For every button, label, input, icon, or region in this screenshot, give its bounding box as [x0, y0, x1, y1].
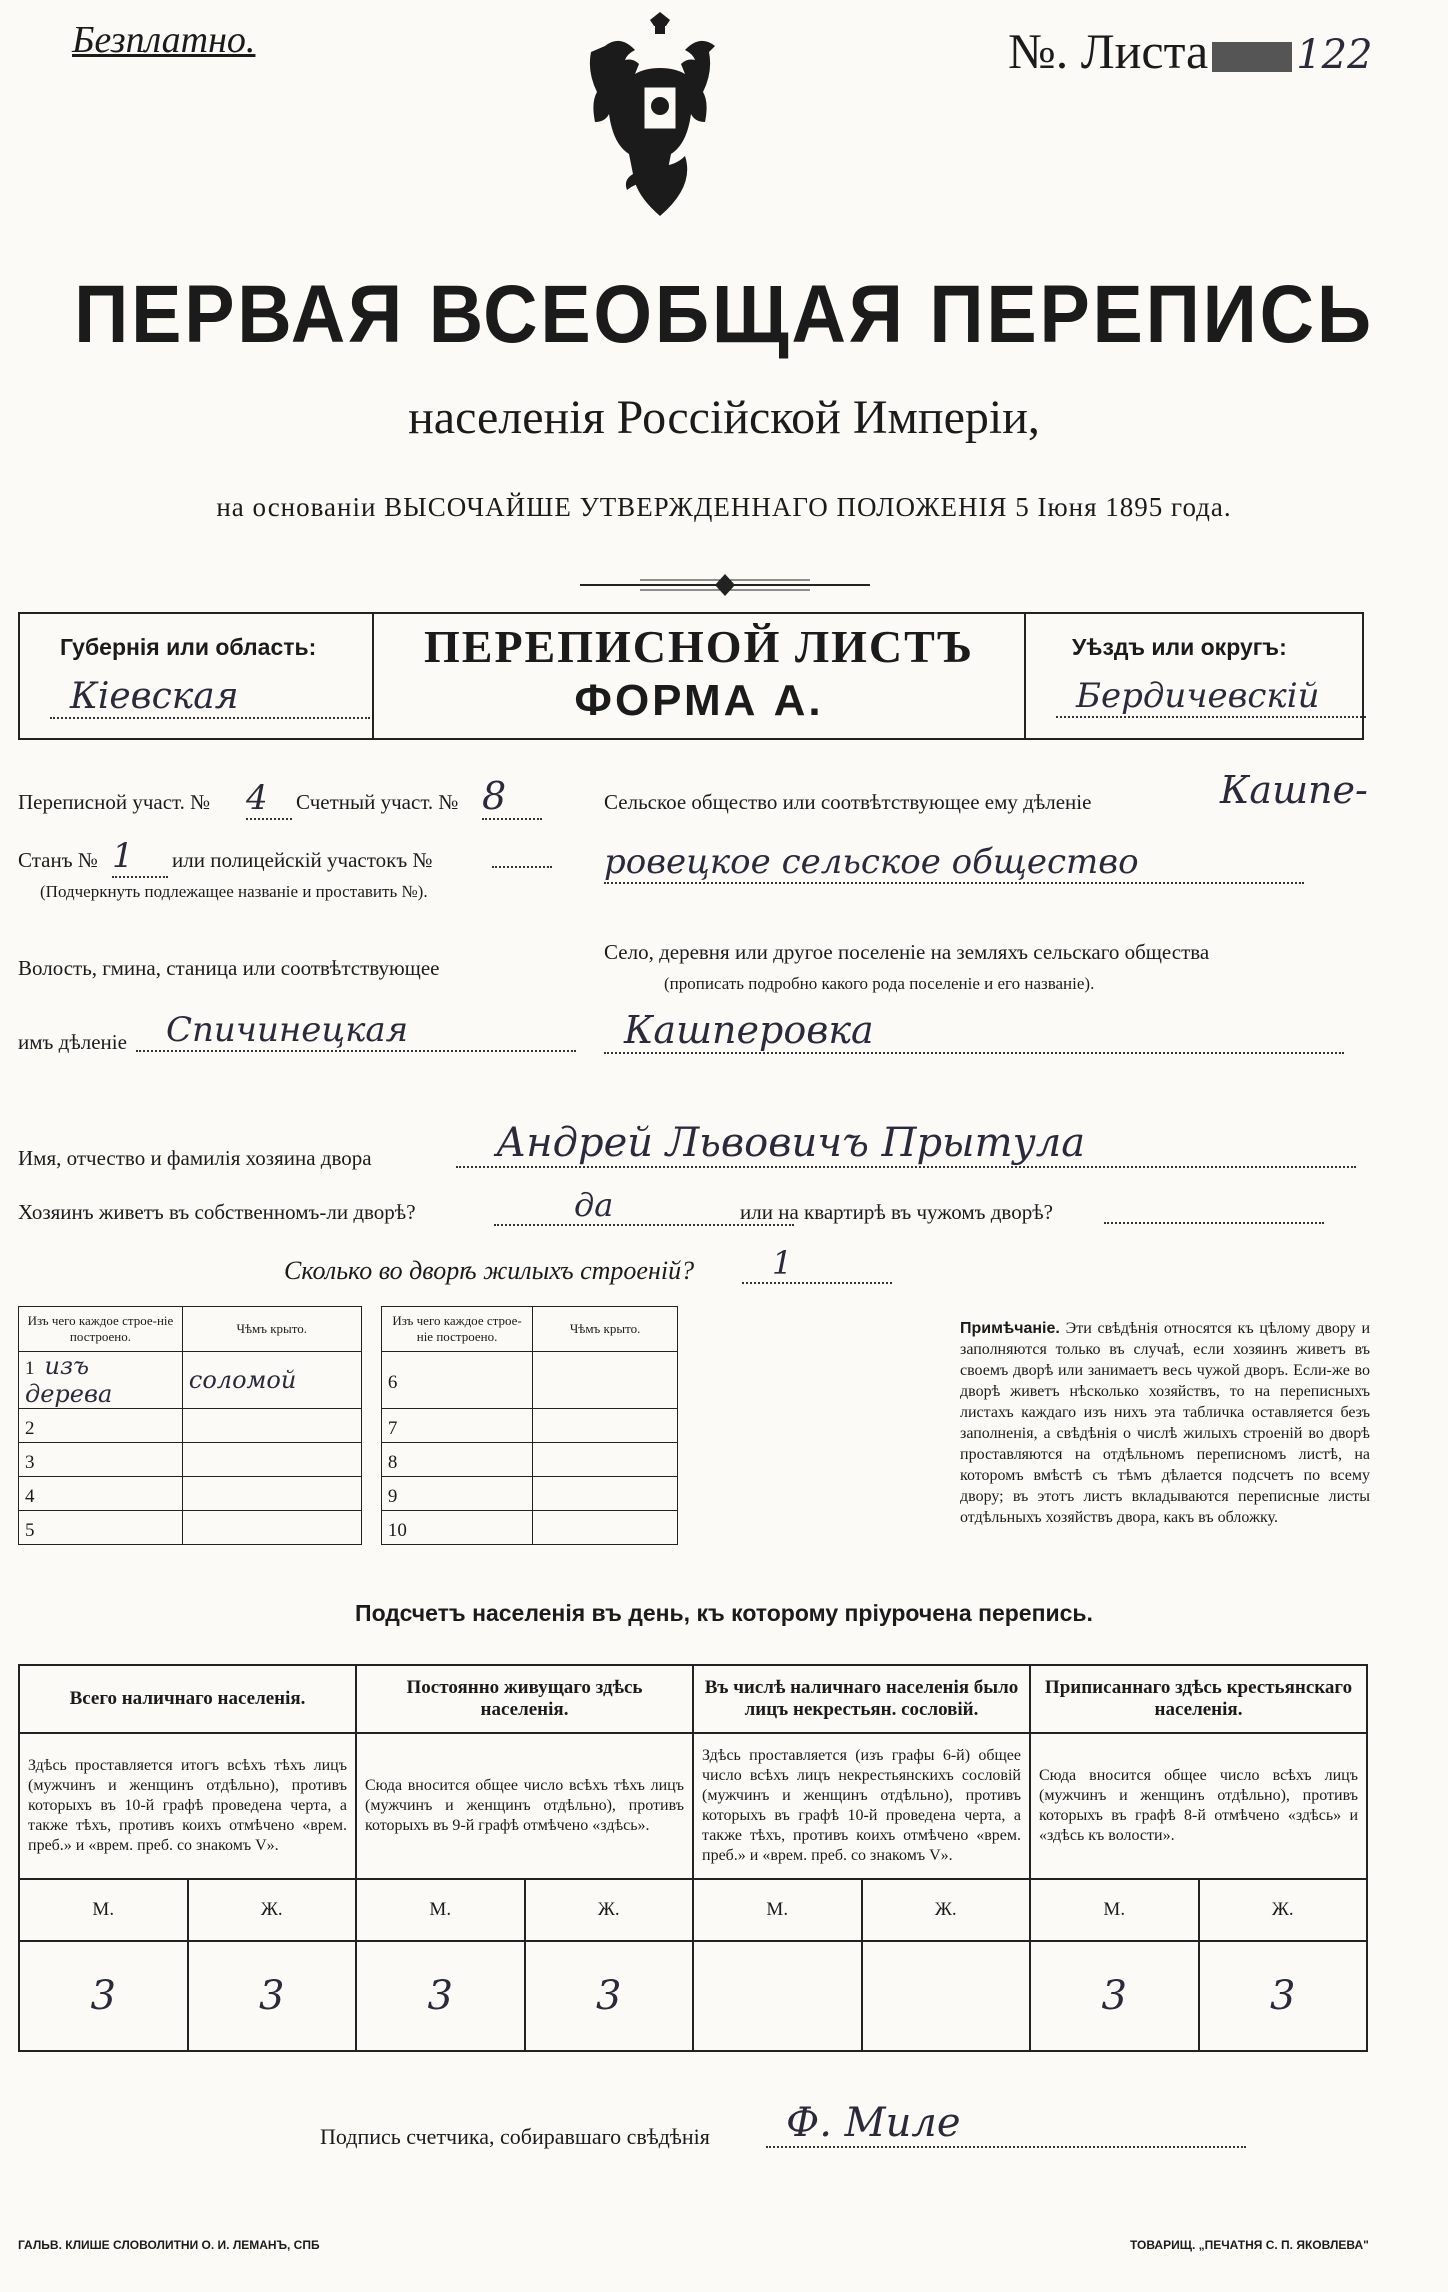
volost-value: Спичинецкая [136, 1010, 576, 1052]
roof-cell [533, 1409, 678, 1443]
material-cell [381, 1443, 532, 1477]
count-section-value: 8 [482, 774, 542, 820]
village-label: Село, деревня или другое поселеніе на земляхъ сельскаго общества [604, 940, 1210, 964]
material-cell [381, 1409, 532, 1443]
province-label: Губернія или область: [60, 634, 317, 660]
form-title: ПЕРЕПИСНОЙ ЛИСТЪ [423, 621, 975, 672]
population-col-title: Въ числѣ наличнаго населенія было лицъ некрестьян. сословій. [693, 1665, 1030, 1733]
table-gap [361, 1409, 381, 1443]
material-cell [19, 1352, 183, 1409]
male-count: 3 [19, 1941, 188, 2051]
col-roof-right: Чѣмъ крыто. [533, 1307, 678, 1352]
rented-line [1104, 1222, 1324, 1224]
province-value: Кіевская [50, 676, 370, 719]
female-count: 3 [525, 1941, 694, 2051]
table-row [19, 1511, 678, 1545]
owner-label: Имя, отчество и фамилія хозяина двора [18, 1146, 372, 1170]
signature-label: Подпись счетчика, собиравшаго свѣдѣнія [320, 2124, 710, 2149]
male-count [693, 1941, 862, 2051]
note-block [960, 1318, 1370, 1528]
roof-cell [182, 1511, 361, 1545]
female-count: 3 [188, 1941, 357, 2051]
society-value-1: Кашпе- [1220, 768, 1368, 812]
form-header-box [18, 612, 1364, 740]
roof-cell [182, 1477, 361, 1511]
note-text: Эти свѣдѣнія относятся къ цѣлому двору и заполняются только въ случаѣ, если хозяинъ живетъ въ своемъ дворѣ или занимаетъ весь чужой дворъ. Если-же во дворѣ живетъ нѣсколько хозяйствъ, то на переписныхъ листахъ каждаго изъ нихъ эта табличка оставляется безъ заполненія, а свѣдѣнія о числѣ жилыхъ строеній во дворѣ проставляются на отдѣльномъ переписномъ листѣ, на которомъ вмѣстѣ съ тѣмъ дѣлается подсчетъ по всему двору; въ этотъ листъ вкладываются переписные листы отдѣльныхъ хозяйствъ двора, какъ въ обложку. [960, 1320, 1371, 1526]
male-label: М. [356, 1879, 525, 1941]
roof-cell [533, 1443, 678, 1477]
census-subtitle: населенія Россійской Имперіи, [408, 391, 1040, 444]
buildings-table-header [19, 1307, 678, 1352]
population-desc-row [19, 1733, 1367, 1879]
male-label: М. [1030, 1879, 1199, 1941]
police-section-line [492, 866, 552, 868]
stan-value: 1 [112, 836, 168, 878]
buildings-table [18, 1306, 678, 1545]
col-material-left: Изъ чего каждое строе-ніе построено. [19, 1307, 183, 1352]
male-count: 3 [1030, 1941, 1199, 2051]
roof-cell [533, 1352, 678, 1409]
population-col-title: Всего наличнаго населенія. [19, 1665, 356, 1733]
roof-cell [182, 1409, 361, 1443]
society-value-2: ровецкое сельское общество [604, 842, 1304, 884]
ornament-divider-icon [580, 570, 870, 600]
population-values-row [19, 1941, 1367, 2051]
table-row [19, 1443, 678, 1477]
printer-right: ТОВАРИЩ. „ПЕЧАТНЯ С. П. ЯКОВЛЕВА" [1130, 2238, 1369, 2252]
row-number: 4 [25, 1485, 35, 1507]
roof-value: соломой [188, 1366, 297, 1394]
census-section-value: 4 [246, 778, 292, 820]
row-number: 9 [387, 1485, 398, 1507]
table-gap [361, 1477, 381, 1511]
own-yard-label: Хозяинъ живетъ въ собственномъ-ли дворѣ? [18, 1200, 416, 1224]
male-label: М. [693, 1879, 862, 1941]
village-note: (прописать подробно какого рода поселеніе и его названіе). [664, 974, 1095, 993]
material-cell [19, 1477, 183, 1511]
printer-left: ГАЛЬВ. КЛИШЕ СЛОВОЛИТНИ О. И. ЛЕМАНЪ, СПБ [18, 2238, 320, 2252]
volost-label-2: имъ дѣленіе [18, 1030, 127, 1054]
population-mf-label-row [19, 1879, 1367, 1941]
row-number: 1 [25, 1358, 35, 1379]
stan-note: (Подчеркнуть подлежащее названіе и проставить №). [40, 882, 428, 901]
table-gap [361, 1443, 381, 1477]
row-number: 10 [387, 1519, 407, 1541]
census-title: ПЕРВАЯ ВСЕОБЩАЯ ПЕРЕПИСЬ [74, 269, 1374, 360]
form-title-cell [372, 614, 1026, 738]
material-cell [19, 1511, 183, 1545]
female-count [862, 1941, 1031, 2051]
male-label: М. [19, 1879, 188, 1941]
female-label: Ж. [1199, 1879, 1368, 1941]
enumerator-signature: Ф. Миле [766, 2100, 1246, 2148]
material-value: изъ дерева [25, 1352, 113, 1408]
stan-label: Станъ № [18, 848, 98, 872]
population-col-title: Постоянно живущаго здѣсь населенія. [356, 1665, 693, 1733]
double-headed-eagle-emblem-icon [575, 6, 745, 236]
table-row [19, 1409, 678, 1443]
material-cell [19, 1409, 183, 1443]
female-label: Ж. [188, 1879, 357, 1941]
count-section-label: Счетный участ. № [296, 790, 459, 814]
female-label: Ж. [862, 1879, 1031, 1941]
free-label: Безплатно. [72, 19, 256, 61]
note-title: Примѣчаніе. [960, 1320, 1060, 1337]
roof-cell [182, 1352, 361, 1409]
male-count: 3 [356, 1941, 525, 2051]
row-number: 2 [25, 1417, 35, 1439]
table-gap [361, 1511, 381, 1545]
police-section-label: или полицейскій участокъ № [172, 848, 433, 872]
census-section-label: Переписной участ. № [18, 790, 211, 814]
own-yard-value: да [494, 1186, 794, 1226]
sheet-number-value: 122 [1296, 32, 1373, 78]
female-label: Ж. [525, 1879, 694, 1941]
population-col-desc: Сюда вносится общее число всѣхъ тѣхъ лицъ (мужчинъ и женщинъ отдѣльно), противъ которыхъ въ 9-й графѣ отмѣчено «здѣсь». [356, 1733, 693, 1879]
roof-cell [533, 1477, 678, 1511]
society-label: Сельское общество или соотвѣтствующее ему дѣленіе [604, 790, 1092, 814]
col-roof-left: Чѣмъ крыто. [182, 1307, 361, 1352]
volost-label: Волость, гмина, станица или соотвѣтствующее [18, 956, 440, 980]
district-cell [1026, 614, 1362, 738]
row-number: 7 [387, 1417, 398, 1439]
province-cell [20, 614, 372, 738]
village-value: Кашперовка [604, 1008, 1344, 1054]
owner-value: Андрей Львовичъ Прытула [456, 1120, 1356, 1168]
material-cell [381, 1477, 532, 1511]
table-row [19, 1352, 678, 1409]
buildings-count-label: Сколько во дворѣ жилыхъ строеній? [284, 1256, 695, 1285]
population-col-desc: Здѣсь проставляется (изъ графы 6-й) общее число всѣхъ лицъ некрестьянскихъ сословій (мужчинъ и женщинъ отдѣльно), противъ которыхъ въ графѣ 10-й проведена черта, а также тѣхъ, противъ коихъ отмѣчено «врем. преб.» и «врем. преб. со знакомъ V». [693, 1733, 1030, 1879]
material-cell [381, 1352, 532, 1409]
sheet-number-field [1008, 22, 1373, 80]
row-number: 3 [25, 1451, 35, 1473]
district-value: Бердичевскій [1056, 676, 1366, 718]
row-number: 5 [25, 1519, 35, 1541]
row-number: 6 [387, 1372, 398, 1393]
population-title-row [19, 1665, 1367, 1733]
buildings-count-value: 1 [742, 1244, 892, 1284]
population-col-title: Приписаннаго здѣсь крестьянскаго населенія. [1030, 1665, 1367, 1733]
table-gap [361, 1352, 381, 1409]
population-table [18, 1664, 1368, 2052]
district-label: Уѣздъ или округъ: [1072, 634, 1287, 660]
table-row [19, 1477, 678, 1511]
sheet-number-label: №. Листа [1008, 23, 1209, 79]
rented-label: или на квартирѣ въ чужомъ дворѣ? [740, 1200, 1053, 1224]
row-number: 8 [387, 1451, 398, 1473]
population-col-desc: Здѣсь проставляется итогъ всѣхъ тѣхъ лицъ (мужчинъ и женщинъ отдѣльно), противъ которыхъ въ 10-й графѣ проведена черта, а также тѣхъ, противъ коихъ отмѣчено «врем. преб.» и «врем. преб. со знакомъ V». [19, 1733, 356, 1879]
female-count: 3 [1199, 1941, 1368, 2051]
population-heading: Подсчетъ населенія въ день, къ которому пріурочена перепись. [355, 1600, 1093, 1626]
form-letter: ФОРМА А. [574, 676, 824, 725]
material-cell [19, 1443, 183, 1477]
population-col-desc: Сюда вносится общее число всѣхъ лицъ (мужчинъ и женщинъ отдѣльно), противъ которыхъ въ графѣ 8-й отмѣчено «здѣсь» и «здѣсь къ волости». [1030, 1733, 1367, 1879]
roof-cell [533, 1511, 678, 1545]
roof-cell [182, 1443, 361, 1477]
material-cell [381, 1511, 532, 1545]
census-basis: на основаніи ВЫСОЧАЙШЕ УТВЕРЖДЕННАГО ПОЛОЖЕНІЯ 5 Іюня 1895 года. [216, 492, 1232, 522]
col-material-right: Изъ чего каждое строе-ніе построено. [381, 1307, 532, 1352]
